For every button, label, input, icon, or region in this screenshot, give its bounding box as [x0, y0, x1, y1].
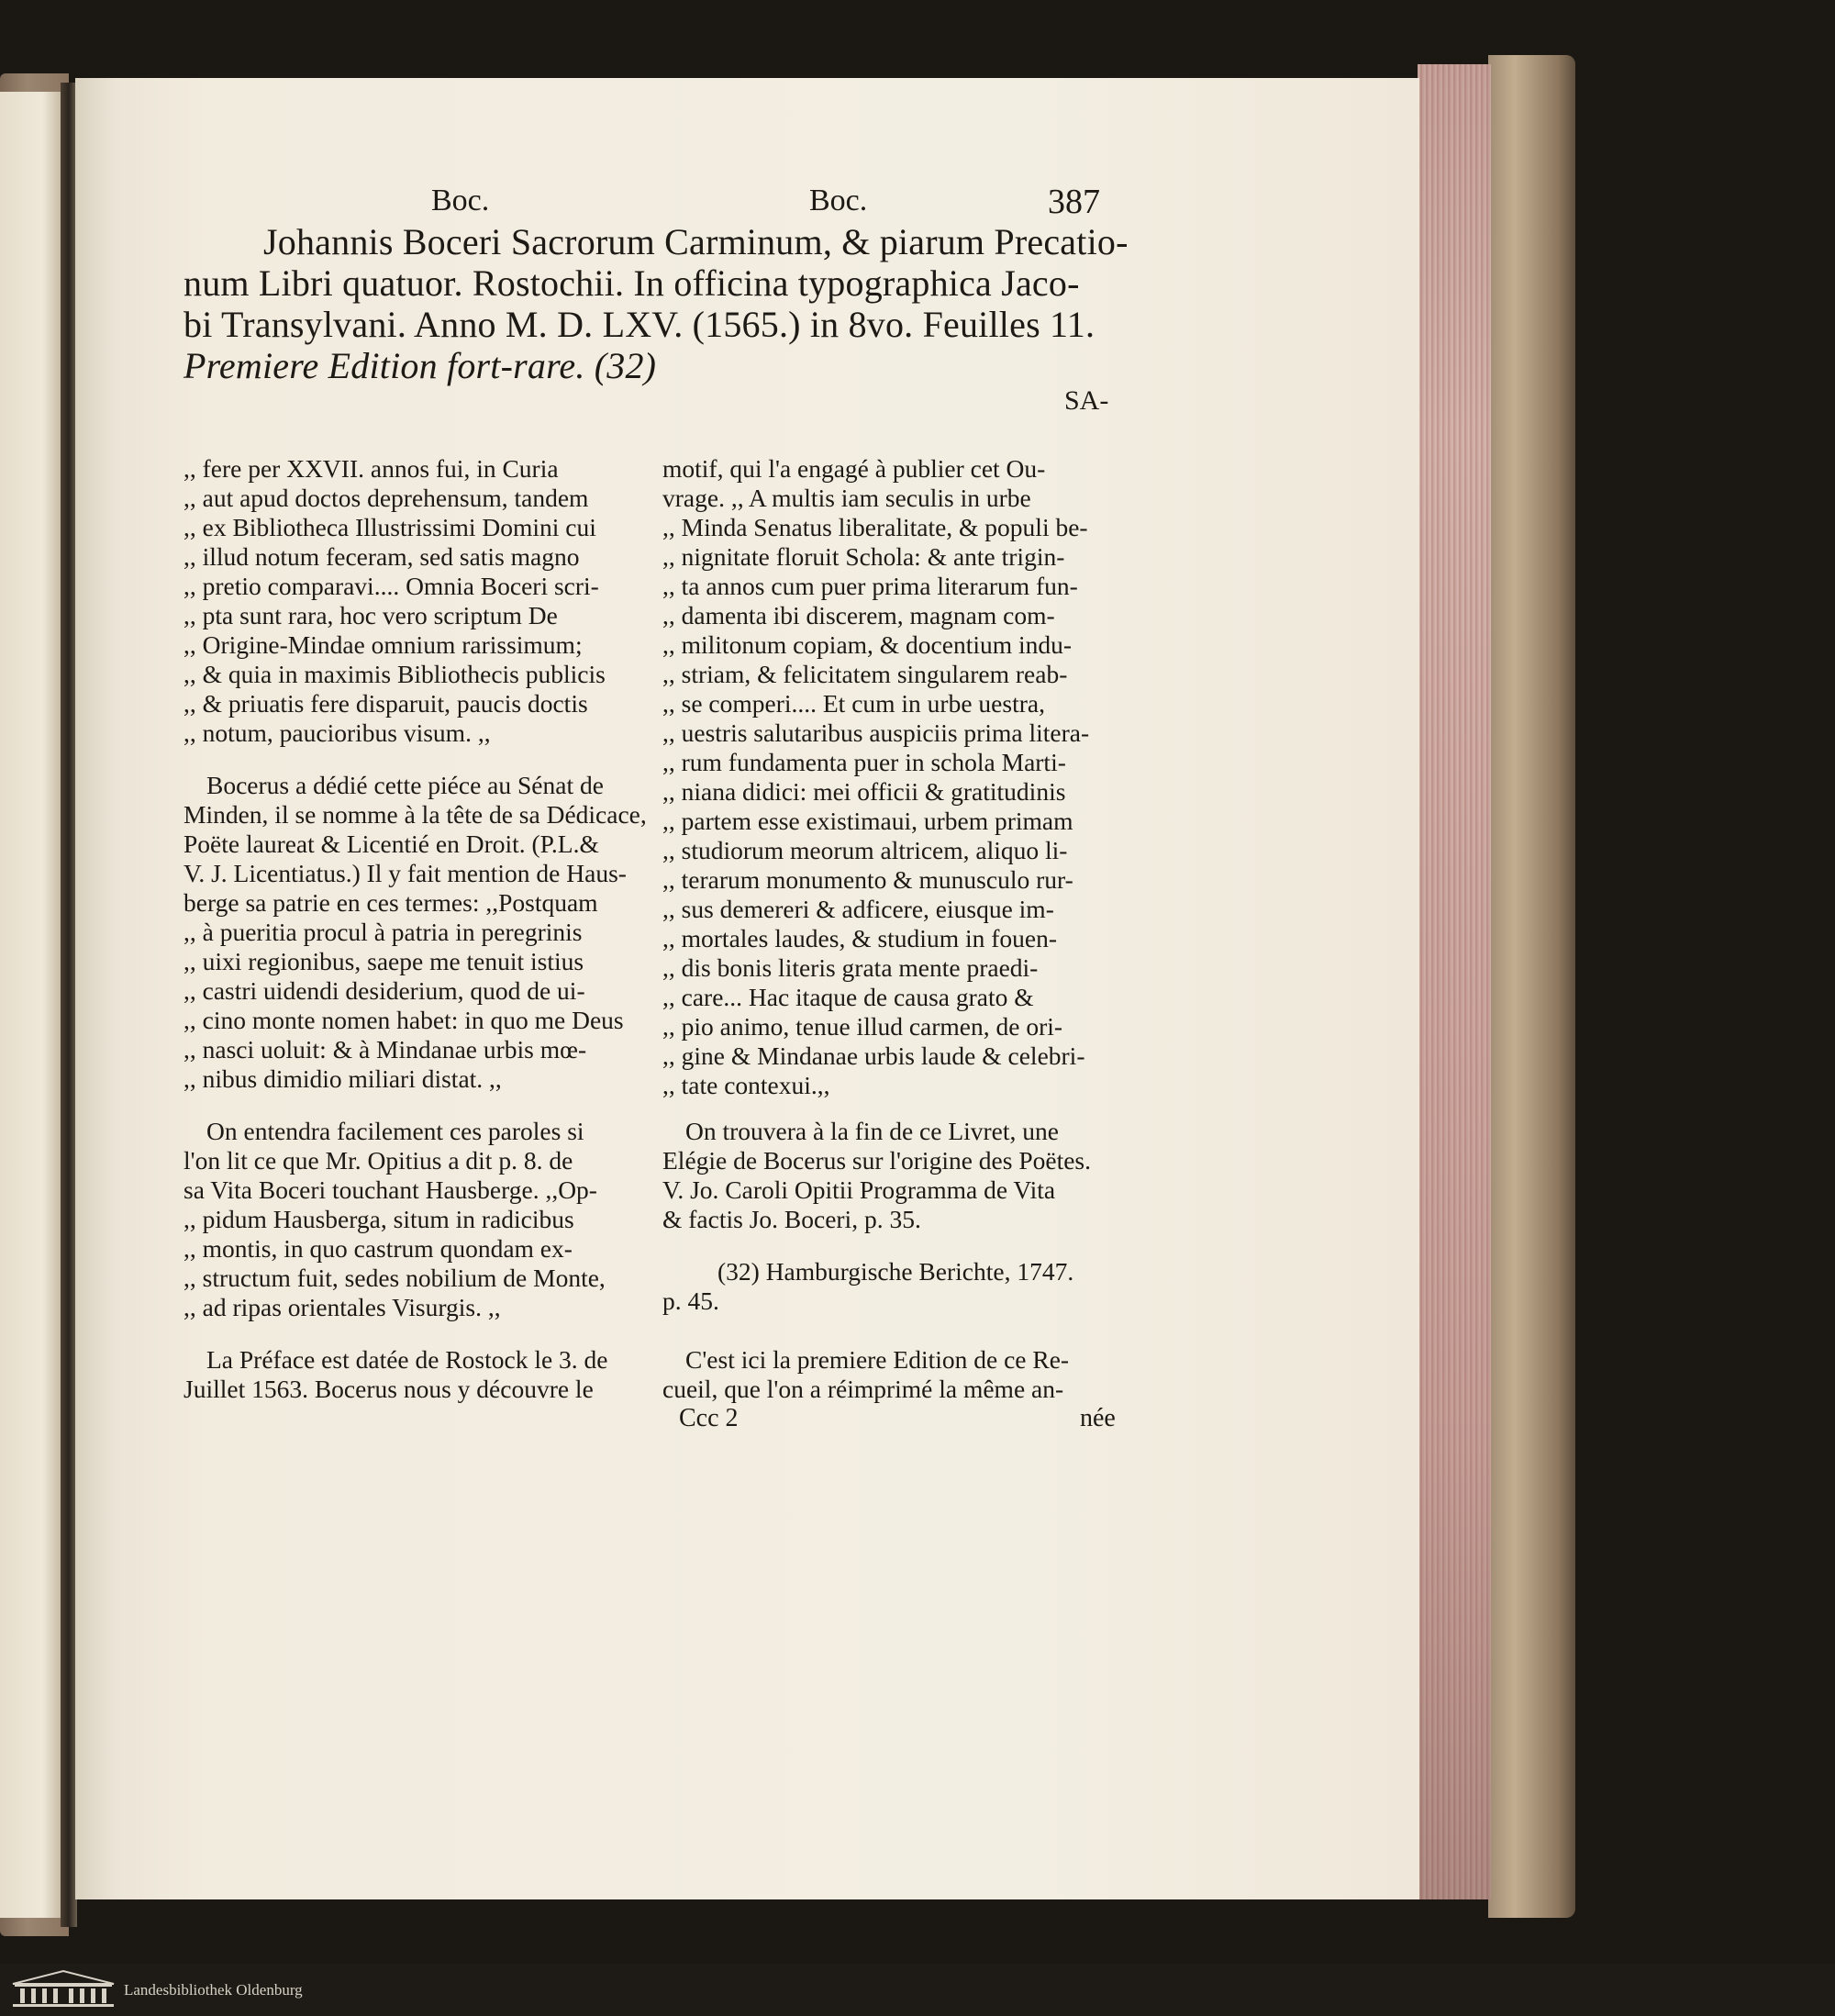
text-line: ,, rum fundamenta puer in schola Marti- [662, 748, 1066, 776]
text-line: ,, pretio comparavi.... Omnia Boceri scri- [184, 572, 599, 600]
catchword-top: SA- [1064, 385, 1109, 416]
text-line: ,, pta sunt rara, hoc vero scriptum De [184, 601, 558, 629]
page-number: 387 [1048, 183, 1100, 221]
text-line: ,, notum, paucioribus visum. ,, [184, 718, 491, 747]
text-line: ,, mortales laudes, & studium in fouen- [662, 924, 1057, 952]
text-line: ,, studiorum meorum altricem, aliquo li- [662, 836, 1068, 864]
text-line: ,, structum fuit, sedes nobilium de Monte, [184, 1264, 606, 1292]
text-line: ,, niana didici: mei officii & gratitudinis [662, 777, 1066, 806]
text-line: ,, nibus dimidio miliari distat. ,, [184, 1064, 502, 1093]
text-line: ,, militonum copiam, & docentium indu- [662, 630, 1073, 659]
text-line: ,, & quia in maximis Bibliothecis publicis [184, 660, 606, 688]
right-cover [1488, 55, 1575, 1918]
text-line: ,, dis bonis literis grata mente praedi- [662, 953, 1039, 982]
footnote-line: p. 45. [662, 1286, 719, 1315]
text-line: ,, striam, & felicitatem singularem reab- [662, 660, 1068, 688]
text-line: ,, à pueritia procul à patria in peregrinis [184, 918, 583, 946]
text-line: ,, partem esse existimaui, urbem primam [662, 807, 1073, 835]
book-page [75, 78, 1419, 1899]
text-line: ,, ex Bibliotheca Illustrissimi Domini cui [184, 513, 596, 541]
text-line: ,, Origine-Mindae omnium rarissimum; [184, 630, 583, 659]
text-line: ,, sus demereri & adficere, eiusque im- [662, 895, 1054, 923]
title-line-2: num Libri quatuor. Rostochii. In officina typographica Jaco- [184, 262, 1080, 304]
text-line: ,, & priuatis fere disparuit, paucis doctis [184, 689, 588, 718]
text-line: V. Jo. Caroli Opitii Programma de Vita [662, 1175, 1056, 1204]
running-head-left: Boc. [431, 184, 490, 217]
text-line: ,, ad ripas orientales Visurgis. ,, [184, 1293, 501, 1321]
text-line: C'est ici la premiere Edition de ce Re- [685, 1345, 1070, 1374]
left-page-edge [0, 92, 61, 1918]
footnote-line: (32) Hamburgische Berichte, 1747. [717, 1257, 1074, 1286]
text-line: On entendra facilement ces paroles si [206, 1117, 584, 1145]
text-line: Juillet 1563. Bocerus nous y découvre le [184, 1375, 594, 1403]
text-line: ,, nasci uoluit: & à Mindanae urbis mœ- [184, 1035, 587, 1064]
library-building-icon [9, 1967, 117, 2010]
text-line: ,, aut apud doctos deprehensum, tandem [184, 484, 589, 512]
text-line: ,, cino monte nomen habet: in quo me Deus [184, 1006, 624, 1034]
text-line: ,, castri uidendi desiderium, quod de ui- [184, 976, 585, 1005]
text-line: motif, qui l'a engagé à publier cet Ou- [662, 454, 1046, 483]
text-line: ,, nignitate floruit Schola: & ante trigin- [662, 542, 1065, 571]
running-head-center: Boc. [809, 184, 868, 217]
text-line: ,, uixi regionibus, saepe me tenuit istius [184, 947, 584, 975]
text-line: Poëte laureat & Licentié en Droit. (P.L.& [184, 830, 599, 858]
text-line: ,, pidum Hausberga, situm in radicibus [184, 1205, 574, 1233]
text-line: ,, Minda Senatus liberalitate, & populi be- [662, 513, 1088, 541]
text-line: cueil, que l'on a réimprimé la même an- [662, 1375, 1064, 1403]
text-line: ,, se comperi.... Et cum in urbe uestra, [662, 689, 1045, 718]
text-line: ,, damenta ibi discerem, magnam com- [662, 601, 1055, 629]
text-line: & factis Jo. Boceri, p. 35. [662, 1205, 921, 1233]
text-line: ,, montis, in quo castrum quondam ex- [184, 1234, 573, 1263]
text-line: ,, uestris salutaribus auspiciis prima litera- [662, 718, 1090, 747]
title-line-4: Premiere Edition fort-rare. (32) [184, 345, 657, 386]
text-line: V. J. Licentiatus.) Il y fait mention de Haus- [184, 859, 627, 887]
text-line: ,, fere per XXVII. annos fui, in Curia [184, 454, 559, 483]
title-line-1: Johannis Boceri Sacrorum Carminum, & piarum Precatio- [263, 221, 1129, 262]
text-line: Bocerus a dédié cette piéce au Sénat de [206, 771, 604, 799]
text-line: vrage. ,, A multis iam seculis in urbe [662, 484, 1031, 512]
text-line: La Préface est datée de Rostock le 3. de [206, 1345, 608, 1374]
text-line: Elégie de Bocerus sur l'origine des Poëtes. [662, 1146, 1091, 1175]
text-line: sa Vita Boceri touchant Hausberge. ,,Op- [184, 1175, 597, 1204]
title-line-3: bi Transylvani. Anno M. D. LXV. (1565.) in 8vo. Feuilles 11. [184, 304, 1095, 345]
text-line: ,, terarum monumento & munusculo rur- [662, 865, 1073, 894]
text-line: On trouvera à la fin de ce Livret, une [685, 1117, 1059, 1145]
text-line: berge sa patrie en ces termes: ,,Postquam [184, 888, 598, 917]
text-line: l'on lit ce que Mr. Opitius a dit p. 8. de [184, 1146, 573, 1175]
text-line: ,, gine & Mindanae urbis laude & celebri- [662, 1041, 1085, 1070]
text-line: Minden, il se nomme à la tête de sa Dédicace, [184, 800, 647, 829]
text-line: ,, ta annos cum puer prima literarum fun- [662, 572, 1078, 600]
library-name: Landesbibliothek Oldenburg [124, 1981, 303, 1999]
text-line: ,, tate contexui.,, [662, 1071, 830, 1099]
text-line: ,, pio animo, tenue illud carmen, de ori- [662, 1012, 1063, 1041]
catchword-bottom: née [1080, 1404, 1116, 1432]
text-line: ,, illud notum feceram, sed satis magno [184, 542, 580, 571]
text-line: ,, care... Hac itaque de causa grato & [662, 983, 1034, 1011]
signature-mark: Ccc 2 [679, 1404, 739, 1432]
